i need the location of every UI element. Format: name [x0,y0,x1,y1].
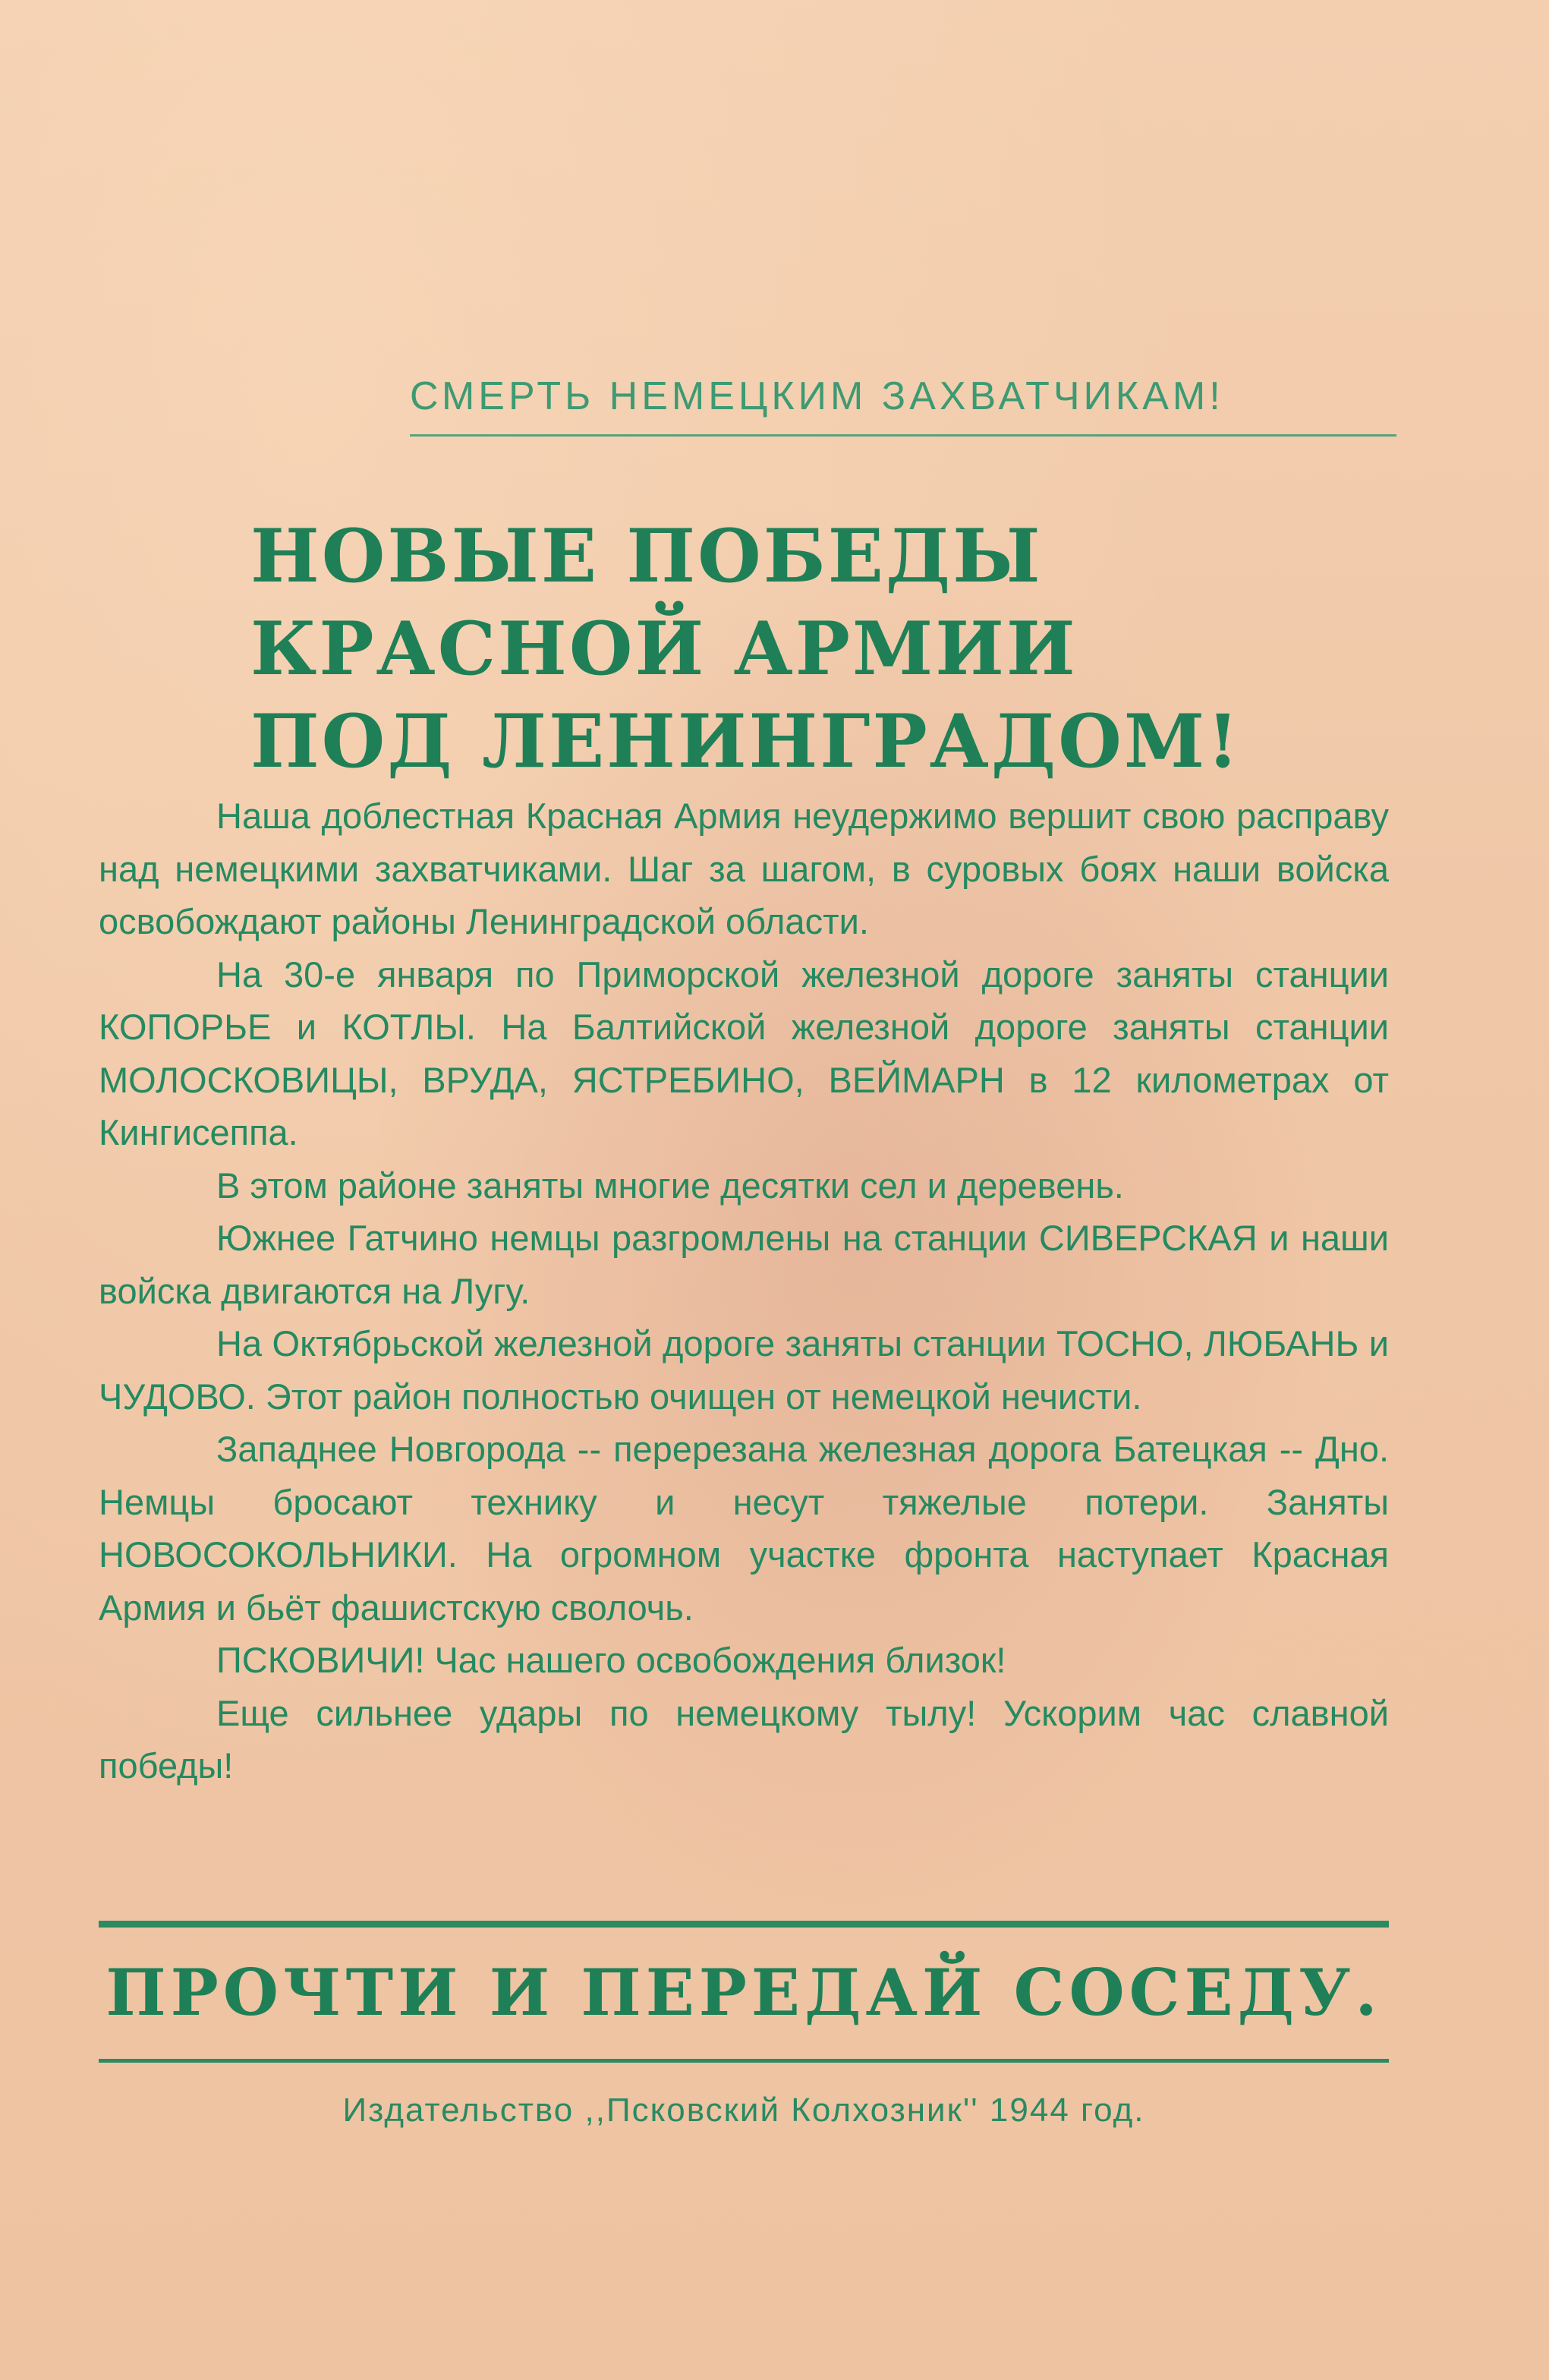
paragraph-5: На Октябрьской железной дороге заняты станции ТОСНО, ЛЮБАНЬ и ЧУДОВО. Этот район полностью очищен от немецкой нечисти. [99,1323,1389,1417]
divider-top [99,1921,1389,1928]
headline [250,510,1389,788]
headline-line-1: НОВЫЕ ПОБЕДЫ [250,513,1043,599]
slogan: СМЕРТЬ НЕМЕЦКИМ ЗАХВАТЧИКАМ! [410,374,1224,418]
divider-bottom [99,2059,1389,2063]
paragraph-3: В этом районе заняты многие десятки сел и деревень. [216,1165,1124,1206]
publisher-imprint: Издательство ,,Псковский Колхозник'' 1944 год. [342,2092,1145,2129]
paragraph-7: ПСКОВИЧИ! Час нашего освобождения близок! [216,1640,1006,1680]
paragraph-2: На 30-е января по Приморской железной дороге заняты станции КОПОРЬЕ и КОТЛЫ. На Балтийской железной дороге заняты станции МОЛОСКОВИЦЫ, ВРУДА, ЯСТРЕБИНО, ВЕЙМАРН в 12 километрах от Кингисеппа. [99,954,1389,1152]
paragraph-6: Западнее Новгорода -- перерезана железная дорога Батецкая -- Дно. Немцы бросают технику и несут тяжелые потери. Заняты НОВОСОКОЛЬНИКИ. На огромном участке фронта наступает Красная Армия и бьёт фашистскую сволочь. [99,1429,1389,1628]
headline-line-2: КРАСНОЙ АРМИИ [250,606,1078,692]
paragraph-8: Еще сильнее удары по немецкому тылу! Ускорим час славной победы! [99,1692,1389,1786]
headline-line-3: ПОД ЛЕНИНГРАДОМ! [250,698,1242,784]
slogan-underline [410,434,1396,437]
call-to-action: ПРОЧТИ И ПЕРЕДАЙ СОСЕДУ. [105,1955,1382,2030]
paragraph-4: Южнее Гатчино немцы разгромлены на станции СИВЕРСКАЯ и наши войска двигаются на Лугу. [99,1218,1389,1311]
paragraph-1: Наша доблестная Красная Армия неудержимо вершит свою расправу над немецкими захватчиками. Шаг за шагом, в суровых боях наши войска освобождают районы Ленинградской области. [99,796,1389,941]
body-text [99,790,1389,1792]
